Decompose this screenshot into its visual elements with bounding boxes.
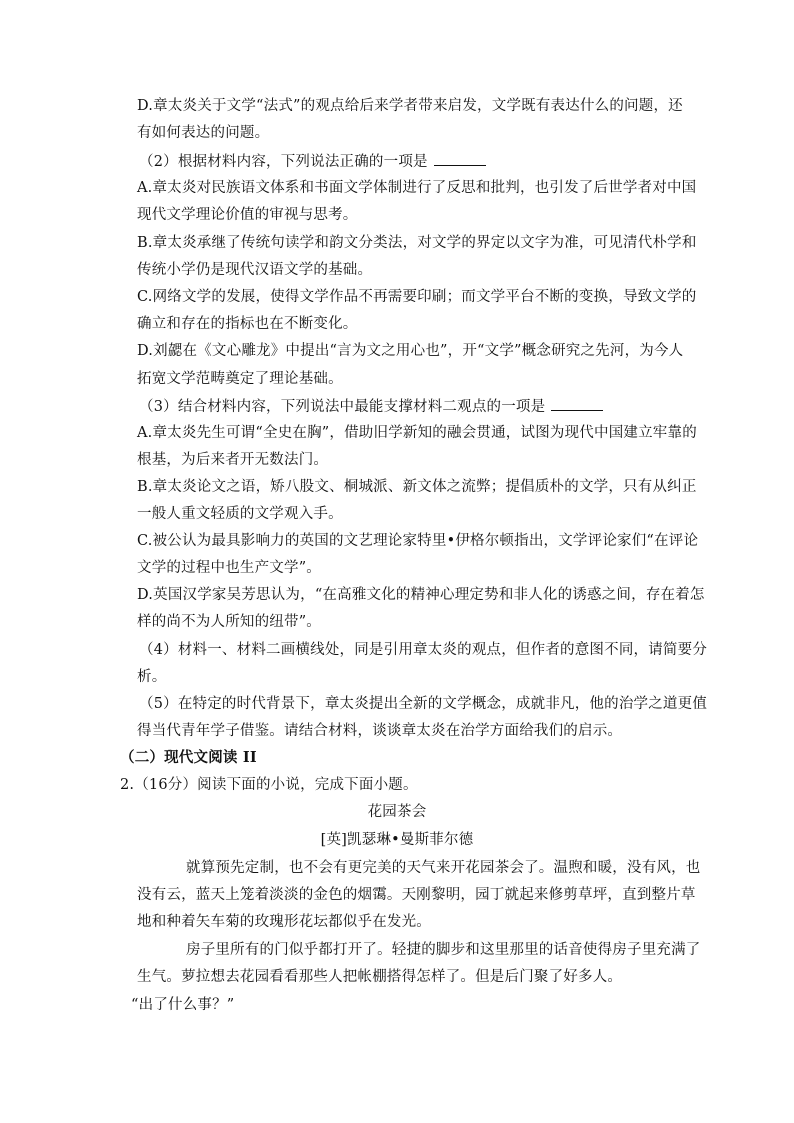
story-author: [英]凯瑟琳•曼斯菲尔德 xyxy=(320,832,474,848)
q3-option-b-line2: 一般人重文轻质的文学观入手。 xyxy=(137,506,343,522)
q2-option-b-line2: 传统小学仍是现代汉语文学的基础。 xyxy=(137,262,373,278)
q3-option-d-line2: 样的尚不为人所知的纽带”。 xyxy=(137,614,322,630)
q3-option-c-line1: C.被公认为最具影响力的英国的文艺理论家特里•伊格尔顿指出，文学评论家们“在评论 xyxy=(137,533,699,549)
story-paragraph-1-line3: 地和种着矢车菊的玫瑰形花坛都似乎在发光。 xyxy=(137,914,431,930)
story-paragraph-2-line2: 生气。萝拉想去花园看看那些人把帐棚搭得怎样了。但是后门聚了好多人。 xyxy=(137,969,623,985)
question-2-intro: 2.（16分）阅读下面的小说，完成下面小题。 xyxy=(120,777,418,793)
q3-stem xyxy=(139,396,603,417)
answer-blank xyxy=(551,396,603,411)
q2-option-c-line2: 确立和存在的指标也在不断变化。 xyxy=(137,316,358,332)
section-heading: （二）现代文阅读 II xyxy=(120,749,257,766)
q2-option-b-line1: B.章太炎承继了传统句读学和韵文分类法，对文学的界定以文字为准，可见清代朴学和 xyxy=(137,235,697,251)
story-title: 花园茶会 xyxy=(367,804,427,820)
q3-option-a-line1: A.章太炎先生可谓“全史在胸”，借助旧学新知的融会贯通，试图为现代中国建立牢靠的 xyxy=(137,425,697,441)
q3-stem-text: （3）结合材料内容，下列说法中最能支撑材料二观点的一项是 xyxy=(139,399,546,415)
q5-line2: 得当代青年学子借鉴。请结合材料，谈谈章太炎在治学方面给我们的启示。 xyxy=(137,723,623,739)
q3-option-d-line1: D.英国汉学家吴芳思认为，“在高雅文化的精神心理定势和非人化的诱惑之间，存在着怎 xyxy=(137,587,705,603)
q2-option-a-line2: 现代文学理论价值的审视与思考。 xyxy=(137,207,358,223)
q2-option-c-line1: C.网络文学的发展，使得文学作品不再需要印刷；而文学平台不断的变换，导致文学的 xyxy=(137,289,697,305)
q1-option-d-line1: D.章太炎关于文学“法式”的观点给后来学者带来启发，文学既有表达什么的问题，还 xyxy=(137,98,683,114)
q2-stem-text: （2）根据材料内容，下列说法正确的一项是 xyxy=(139,154,428,170)
answer-blank xyxy=(434,151,486,166)
q2-option-a-line1: A.章太炎对民族语文体系和书面文学体制进行了反思和批判，也引发了后世学者对中国 xyxy=(137,180,697,196)
q4-line2: 析。 xyxy=(137,669,167,685)
story-paragraph-1-line2: 没有云，蓝天上笼着淡淡的金色的烟霭。天刚黎明，园丁就起来修剪草坪，直到整片草 xyxy=(137,887,696,903)
q1-option-d-line2: 有如何表达的问题。 xyxy=(137,125,270,141)
q2-option-d-line1: D.刘勰在《文心雕龙》中提出“言为文之用心也”，开“文学”概念研究之先河，为今人 xyxy=(137,343,684,359)
q3-option-c-line2: 文学的过程中也生产文学”。 xyxy=(137,560,322,576)
story-paragraph-2-line1: 房子里所有的门似乎都打开了。轻捷的脚步和这里那里的话音使得房子里充满了 xyxy=(186,942,701,958)
story-dialogue-line: “出了什么事？” xyxy=(131,997,235,1013)
q2-option-d-line2: 拓宽文学范畴奠定了理论基础。 xyxy=(137,371,343,387)
q3-option-b-line1: B.章太炎论文之语，矫八股文、桐城派、新文体之流弊；提倡质朴的文学，只有从纠正 xyxy=(137,479,697,495)
story-paragraph-1-line1: 就算预先定制，也不会有更完美的天气来开花园茶会了。温煦和暖，没有风，也 xyxy=(186,860,701,876)
q3-option-a-line2: 根基，为后来者开无数法门。 xyxy=(137,452,329,468)
q2-stem xyxy=(139,151,486,172)
q4-line1: （4）材料一、材料二画横线处，同是引用章太炎的观点，但作者的意图不同，请简要分 xyxy=(139,642,708,658)
q5-line1: （5）在特定的时代背景下，章太炎提出全新的文学概念，成就非凡，他的治学之道更值 xyxy=(139,696,708,712)
